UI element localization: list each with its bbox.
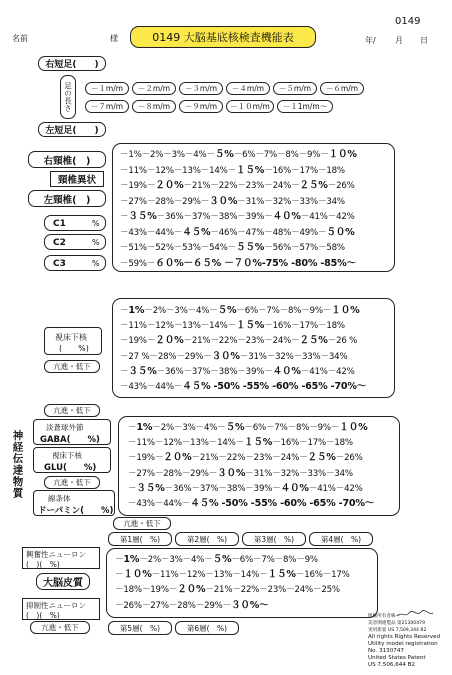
thalamus-change[interactable]: 亢進・低下 xyxy=(44,360,100,373)
cortex-layer[interactable]: 第6層( %) xyxy=(175,621,239,635)
glu-label: GLU( %) xyxy=(44,463,97,473)
name-label: 名前 xyxy=(12,34,28,43)
excitatory-value: ( )( %) xyxy=(26,560,60,569)
cervical-scale-line: －19%－２０%－21%－22%－23%－24%－２５%－26% xyxy=(120,180,355,191)
copyright-line: 美容関連製品 第21300479 xyxy=(368,620,425,626)
neuro-vertical-title: 神経伝達物質 xyxy=(11,430,24,499)
copyright-line: No. 3130747 xyxy=(368,648,404,654)
page-title-text: 0149 大脳基底核検査機能表 xyxy=(152,31,294,44)
building-label: 様 xyxy=(110,34,118,43)
gaba-sub: 淡蒼球外節 xyxy=(46,423,84,432)
dopamine-box[interactable] xyxy=(33,490,115,516)
neuro-scale-line: －３５%－36%－37%－38%－39%－４０%－41%－42% xyxy=(128,482,363,494)
foot-option[interactable]: －７m/m xyxy=(85,100,129,113)
c1-row[interactable] xyxy=(44,215,106,231)
foot-option[interactable]: －５m/m xyxy=(273,82,317,95)
neuro-change-mid[interactable]: 亢進・低下 xyxy=(44,476,100,489)
copyright-line: Utility model registration xyxy=(368,641,438,648)
foot-option[interactable]: －８m/m xyxy=(132,100,176,113)
cortex-scale-line: －１０%－11%－12%－13%－14%－１５%－16%－17% xyxy=(115,569,350,581)
foot-length-label: 足の長さ xyxy=(60,75,76,119)
c3-label: C3 xyxy=(53,259,66,269)
cortex-scale-line: －18%－19%－２０%－21%－22%－23%－24%－25% xyxy=(115,584,340,596)
foot-option[interactable]: －３m/m xyxy=(179,82,223,95)
thalamus-pct: ( %) xyxy=(59,344,89,353)
form-code: 0149 xyxy=(395,16,421,27)
c2-row[interactable] xyxy=(44,234,106,250)
right-short-leg[interactable]: 右短足( ) xyxy=(38,56,106,71)
cervical-scale-line: －43%－44%－４５%－46%－47%－48%－49%－５０% xyxy=(120,226,355,238)
c2-pct: % xyxy=(92,238,100,247)
cortex-scale-line: －26%－27%－28%－29%－３０%〜 xyxy=(115,599,269,611)
thalamus-scale-line: －３５%－36%－37%－38%－39%－４０%－41%－42% xyxy=(120,365,355,377)
copyright-line: All rights Rights Reserved xyxy=(368,634,441,641)
copyright-line: 実用新案 US 7,509,344 B2 xyxy=(368,627,427,633)
foot-option[interactable]: －１０m/m xyxy=(226,100,274,113)
left-short-leg[interactable]: 左短足( ) xyxy=(38,122,106,137)
date-day: 日 xyxy=(420,36,428,45)
inhibitory-box[interactable] xyxy=(22,598,100,620)
c3-pct: % xyxy=(92,259,100,268)
neuro-scale-line: －1%－2%－3%－4%－５%－6%－7%－8%－9%－１０% xyxy=(128,422,368,433)
cervical-scale-line: －59%－６０%－６５% －７０%-75% -80% -85%〜 xyxy=(120,257,356,269)
foot-option[interactable]: －６m/m xyxy=(320,82,364,95)
thalamus-label: 視床下核 xyxy=(55,333,87,342)
thalamus-scale-line: －43%－44%－４５% -50% -55% -60% -65% -70%〜 xyxy=(120,381,367,392)
thalamus-scale-line: －11%－12%－13%－14%－１５%－16%－17%－18% xyxy=(120,320,345,332)
gaba-box[interactable] xyxy=(33,419,111,445)
neuro-scale-line: －19%－２０%－21%－22%－23%－24%－２５%－26% xyxy=(128,452,363,464)
thalamus-label-box[interactable] xyxy=(44,327,102,355)
signature xyxy=(395,604,435,614)
foot-option[interactable]: －９m/m xyxy=(179,100,223,113)
glu-box[interactable] xyxy=(33,447,111,473)
left-cervical-label[interactable]: 左頸椎( ) xyxy=(28,190,106,207)
neuro-change-bottom[interactable]: 亢進・低下 xyxy=(113,517,171,530)
date-year: 年/ xyxy=(365,36,376,45)
cervical-abnormal-label: 頸椎異状 xyxy=(50,171,104,187)
excitatory-label: 興奮性ニューロン xyxy=(26,550,86,559)
c3-row[interactable] xyxy=(44,255,106,271)
excitatory-box[interactable] xyxy=(22,547,100,569)
thalamus-scale-line: －27 %－28%－29%－３０%－31%－32%－33%－34% xyxy=(120,350,348,362)
copyright-line: 版権所有者株ー xyxy=(368,614,401,619)
cortex-layer[interactable]: 第1層( %) xyxy=(108,532,172,546)
foot-option[interactable]: －１1m/m〜 xyxy=(277,100,333,113)
neuro-scale-line: －11%－12%－13%－14%－１５%－16%－17%－18% xyxy=(128,437,353,449)
cortex-layer[interactable]: 第3層( %) xyxy=(242,532,306,546)
c2-label: C2 xyxy=(53,238,66,248)
inhibitory-value: ( )( %) xyxy=(26,611,60,620)
c1-label: C1 xyxy=(53,219,66,229)
dopamine-sub: 線条体 xyxy=(48,494,71,503)
cortex-layer[interactable]: 第2層( %) xyxy=(175,532,239,546)
copyright-line: US 7,506,644 B2 xyxy=(368,661,416,668)
cervical-scale-line: －11%－12%－13%－14%－１５%－16%－17%－18% xyxy=(120,164,345,176)
dopamine-label: ドーパミン( %) xyxy=(38,506,114,516)
foot-option[interactable]: －４m/m xyxy=(226,82,270,95)
cervical-scale-line: －51%－52%－53%－54%－５５%－56%－57%－58% xyxy=(120,242,345,253)
cervical-scale-line: －27%－28%－29%－３０%－31%－32%－33%－34% xyxy=(120,195,345,207)
inhibitory-label: 抑制性ニューロン xyxy=(26,601,86,610)
date-month: 月 xyxy=(395,36,403,45)
cortex-layer[interactable]: 第4層( %) xyxy=(309,532,373,546)
copyright-line: United States Patent xyxy=(368,654,426,661)
right-cervical-label[interactable]: 右頸椎( ) xyxy=(28,151,106,168)
cortex-change-bottom[interactable]: 亢進・低下 xyxy=(30,621,90,634)
neuro-scale-line: －43%－44%－４５% -50% -55% -60% -65% -70%〜 xyxy=(128,498,375,509)
neuro-scale-line: －27%－28%－29%－３０%－31%－32%－33%－34% xyxy=(128,467,353,479)
cervical-scale-line: －３５%－36%－37%－38%－39%－４０%－41%－42% xyxy=(120,211,355,222)
cortex-scale-line: －1%－2%－3%－4%－５%－6%－7%－8%－9% xyxy=(115,554,318,565)
page-title xyxy=(130,26,316,48)
c1-pct: % xyxy=(92,219,100,228)
gaba-label: GABA( %) xyxy=(40,435,100,445)
thalamus-scale-line: －19%－２０%－21%－22%－23%－24%－２５%－26 % xyxy=(120,335,358,347)
cortex-title: 大脳皮質 xyxy=(36,573,90,590)
cortex-layer[interactable]: 第5層( %) xyxy=(108,621,172,635)
neuro-change-top[interactable]: 亢進・低下 xyxy=(44,404,100,417)
cervical-scale-line: －1%－2%－3%－4%－５%－6%－7%－8%－9%－１０% xyxy=(120,149,357,160)
foot-option[interactable]: －２m/m xyxy=(132,82,176,95)
thalamus-scale-line: －1%－2%－3%－4%－５%－6%－7%－8%－9%－１０% xyxy=(120,305,360,316)
glu-sub: 視床下核 xyxy=(52,451,82,460)
foot-option[interactable]: －１m/m xyxy=(85,82,129,95)
